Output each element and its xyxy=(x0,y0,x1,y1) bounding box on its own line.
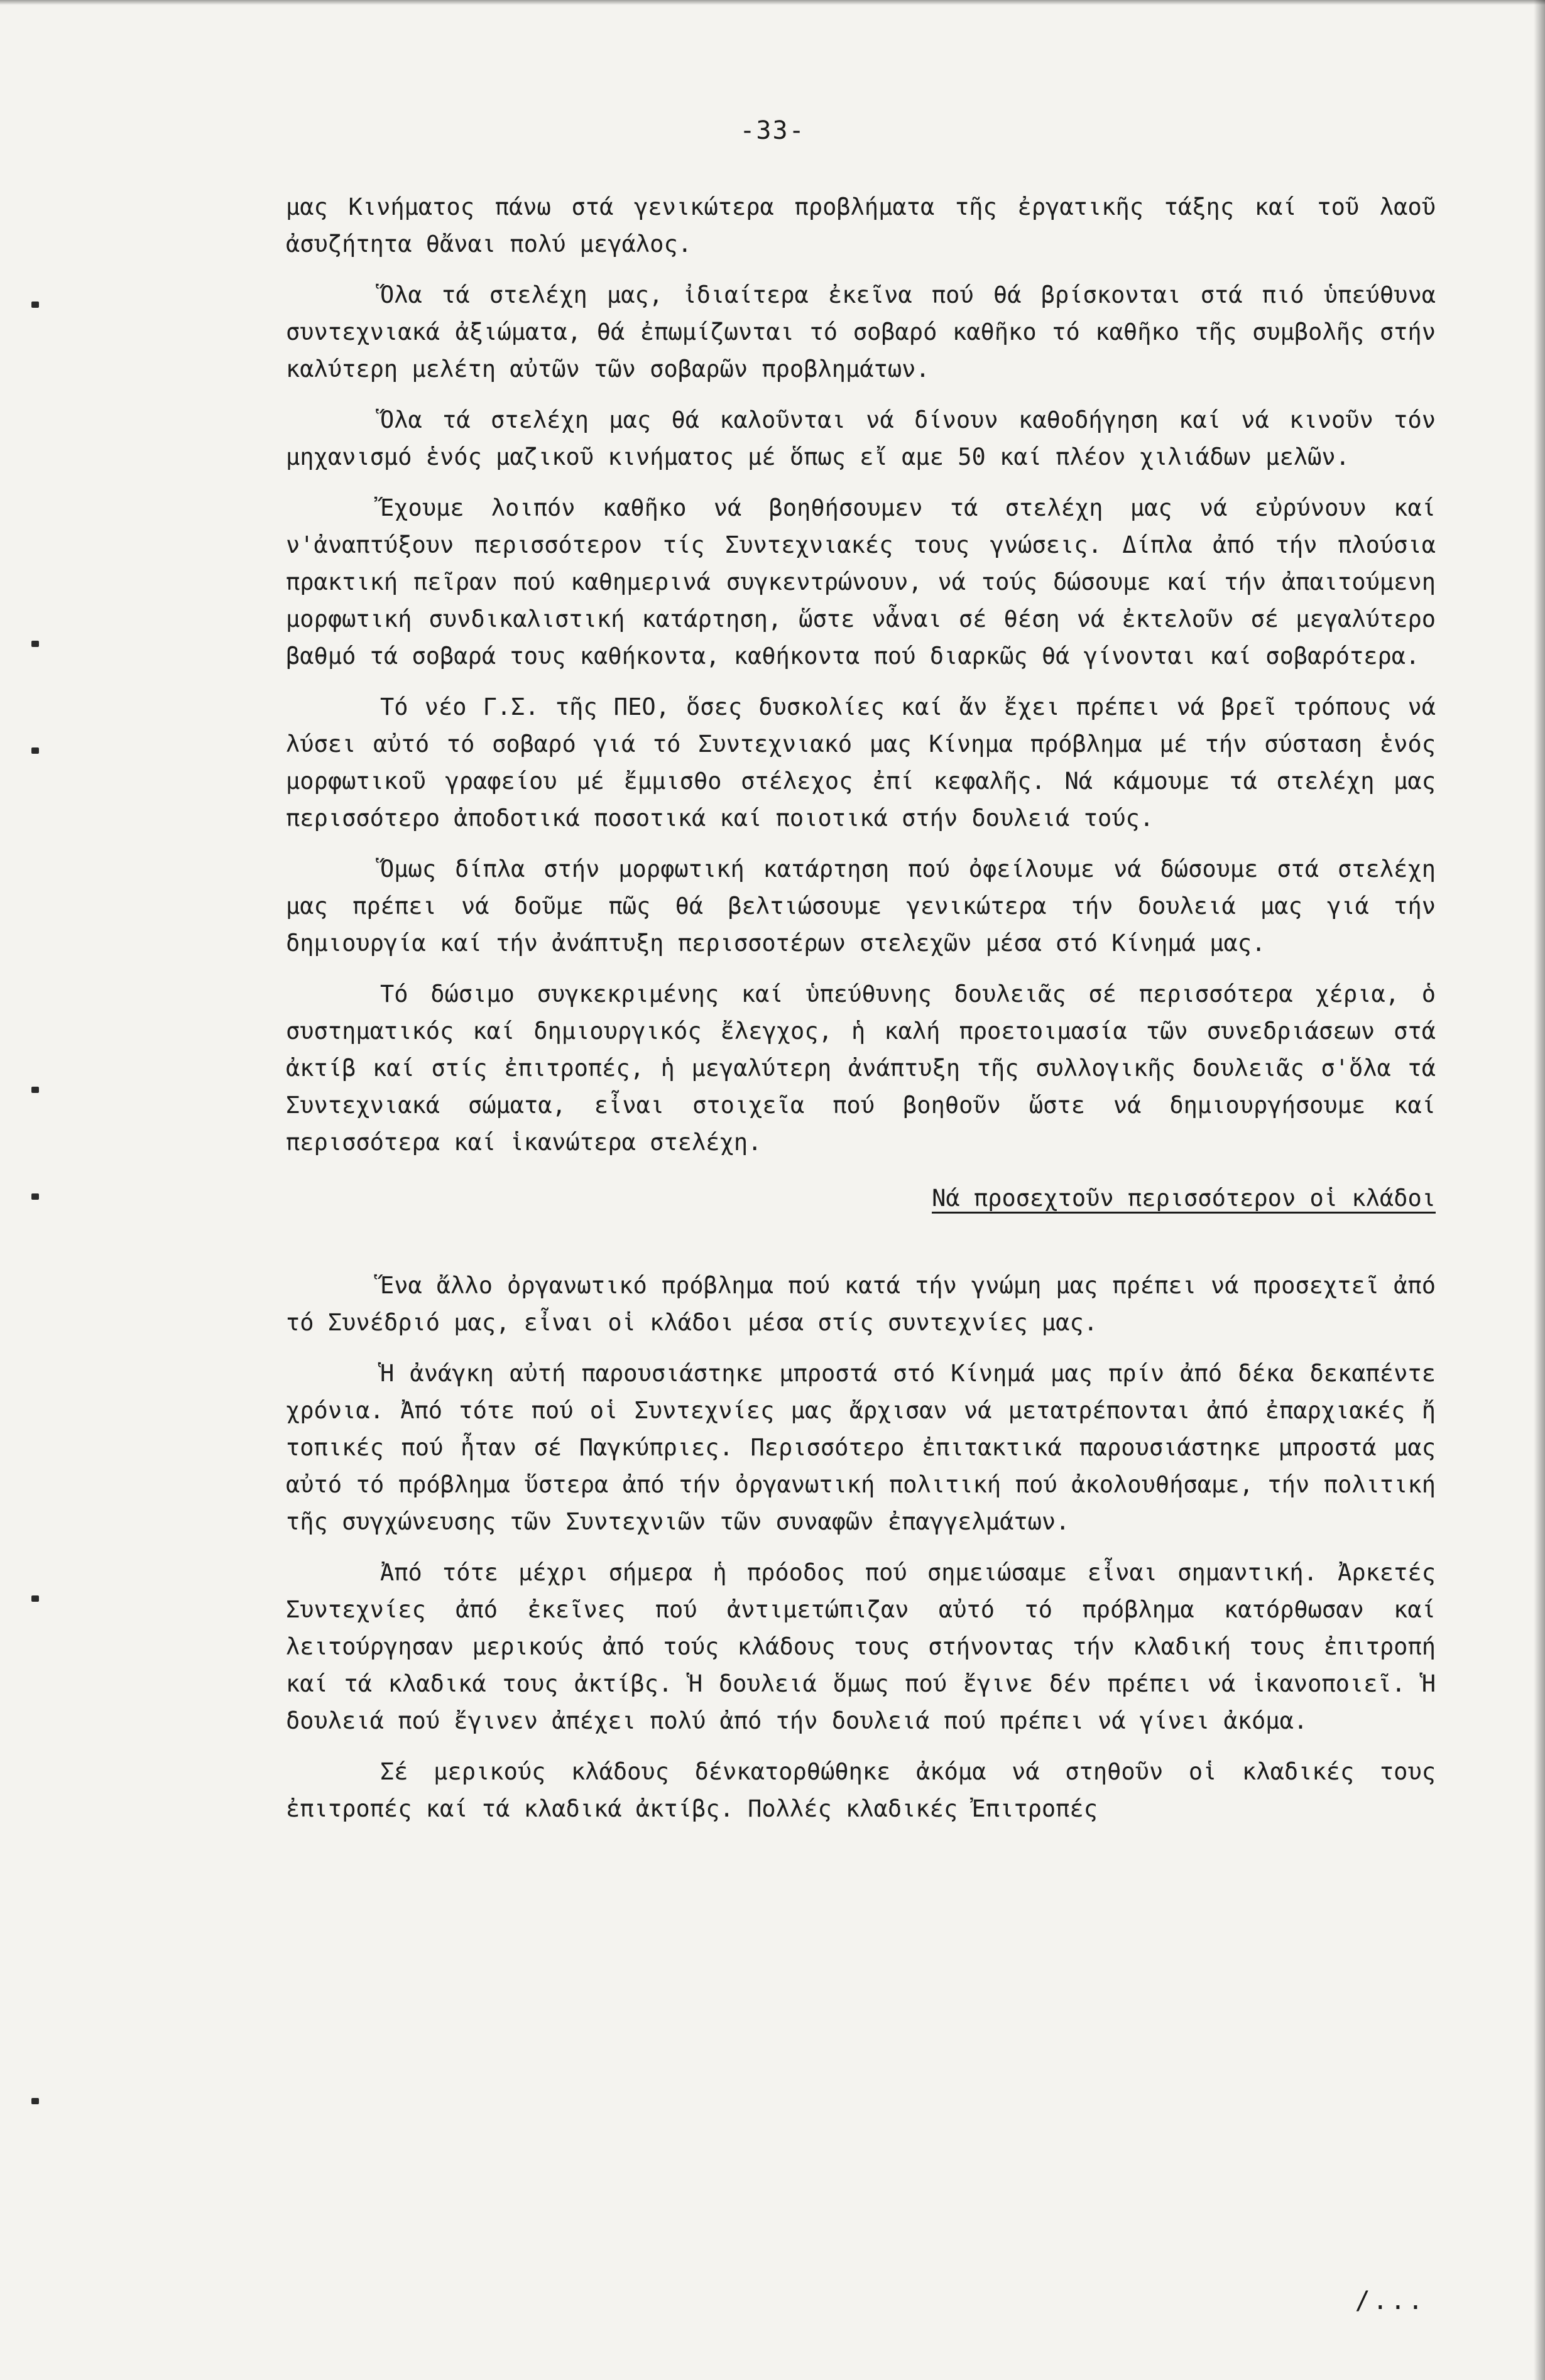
paragraph: Ὅλα τά στελέχη μας θά καλοῦνται νά δίνουν καθοδήγηση καί νά κινοῦν τόν μηχανισμό ἑνός μαζικοῦ κινήματος μέ ὅπως εἴ αμε 50 καί πλέον χιλιάδων μελῶν. xyxy=(286,406,1436,470)
page-number: -33- xyxy=(740,116,805,145)
binding-hole-mark xyxy=(31,302,39,308)
paragraph: Ἔχουμε λοιπόν καθῆκο νά βοηθήσουμεν τά στελέχη μας νά εὐρύνουν καί ν'ἀναπτύξουν περισσότερον τίς Συντεχνιακές τους γνώσεις. Δίπλα ἀπό τήν πλούσια πρακτική πεῖραν πού καθημερινά συγκεντρώνουν, νά τούς δώσουμε καί τήν ἀπαιτούμενη μορφωτική συνδικαλιστική κατάρτηση, ὥστε νἆναι σέ θέση νά ἐκτελοῦν σέ μεγαλύτερο βαθμό τά σοβαρά τους καθήκοντα, καθήκοντα πού διαρκῶς θά γίνονται καί σοβαρότερα. xyxy=(286,494,1436,670)
binding-hole-mark xyxy=(31,2098,39,2104)
binding-hole-mark xyxy=(31,1595,39,1602)
paragraph: Τό δώσιμο συγκεκριμένης καί ὑπεύθυνης δουλειᾶς σέ περισσότερα χέρια, ὁ συστηματικός καί δημιουργικός ἔλεγχος, ἡ καλή προετοιμασία τῶν συνεδριάσεων στά ἀκτίβ καί στίς ἐπιτροπές, ἡ μεγαλύτερη ἀνάπτυξη τῆς συλλογικῆς δουλειᾶς σ'ὅλα τά Συντεχνιακά σώματα, εἶναι στοιχεῖα πού βοηθοῦν ὥστε νά δημιουργήσουμε καί περισσότερα καί ἱκανώτερα στελέχη. xyxy=(286,981,1436,1156)
continuation-mark: /... xyxy=(1355,2286,1426,2315)
paragraph: μας Κινήματος πάνω στά γενικώτερα προβλήματα τῆς ἐργατικῆς τάξης καί τοῦ λαοῦ ἀσυζήτητα θἄναι πολύ μεγάλος. xyxy=(286,193,1436,258)
paragraph: Ὅμως δίπλα στήν μορφωτική κατάρτηση πού ὀφείλουμε νά δώσουμε στά στελέχη μας πρέπει νά δοῦμε πῶς θά βελτιώσουμε γενικώτερα τήν δουλειά μας γιά τήν δημιουργία καί τήν ἀνάπτυξη περισσοτέρων στελεχῶν μέσα στό Κίνημά μας. xyxy=(286,856,1436,957)
binding-hole-mark xyxy=(31,1193,39,1200)
body-text xyxy=(286,188,1436,1841)
paragraph: Ἡ ἀνάγκη αὐτή παρουσιάστηκε μπροστά στό Κίνημά μας πρίν ἀπό δέκα δεκαπέντε χρόνια. Ἀπό τότε πού οἱ Συντεχνίες μας ἄρχισαν νά μετατρέπονται ἀπό ἐπαρχιακές ἤ τοπικές πού ἦταν σέ Παγκύπριες. Περισσότερο ἐπιτακτικά παρουσιάστηκε μπροστά μας αὐτό τό πρόβλημα ὕστερα ἀπό τήν ὀργανωτική πολιτική πού ἀκολουθήσαμε, τήν πολιτική τῆς συγχώνευσης τῶν Συντεχνιῶν τῶν συναφῶν ἐπαγγελμάτων. xyxy=(286,1360,1436,1535)
binding-hole-mark xyxy=(31,747,39,754)
scan-top-edge xyxy=(0,0,1545,5)
binding-hole-mark xyxy=(31,641,39,647)
paragraph: Ἕνα ἄλλο ὀργανωτικό πρόβλημα πού κατά τήν γνώμη μας πρέπει νά προσεχτεῖ ἀπό τό Συνέδριό μας, εἶναι οἱ κλάδοι μέσα στίς συντεχνίες μας. xyxy=(286,1272,1436,1336)
paragraph: Τό νέο Γ.Σ. τῆς ΠΕΟ, ὅσες δυσκολίες καί ἄν ἔχει πρέπει νά βρεῖ τρόπους νά λύσει αὐτό τό σοβαρό γιά τό Συντεχνιακό μας Κίνημα πρόβλημα μέ τήν σύσταση ἑνός μορφωτικοῦ γραφείου μέ ἔμμισθο στέλεχος ἐπί κεφαλῆς. Νά κάμουμε τά στελέχη μας περισσότερο ἀποδοτικά ποσοτικά καί ποιοτικά στήν δουλειά τούς. xyxy=(286,693,1436,832)
paragraph: Ὅλα τά στελέχη μας, ἰδιαίτερα ἐκεῖνα πού θά βρίσκονται στά πιό ὑπεύθυνα συντεχνιακά ἀξιώματα, θά ἐπωμίζωνται τό σοβαρό καθῆκο τό καθῆκο τῆς συμβολῆς στήν καλύτερη μελέτη αὐτῶν τῶν σοβαρῶν προβλημάτων. xyxy=(286,281,1436,383)
section-heading: Νά προσεχτοῦν περισσότερον οἱ κλάδοι xyxy=(932,1185,1436,1212)
paragraph: Ἀπό τότε μέχρι σήμερα ἡ πρόοδος πού σημειώσαμε εἶναι σημαντική. Ἀρκετές Συντεχνίες ἀπό ἐκεῖνες πού ἀντιμετώπιζαν αὐτό τό πρόβλημα κατόρθωσαν καί λειτούργησαν μερικούς ἀπό τούς κλάδους τους στήνοντας τήν κλαδική τους ἐπιτροπή καί τά κλαδικά τους ἀκτίβς. Ἡ δουλειά ὅμως πού ἔγινε δέν πρέπει νά ἱκανοποιεῖ. Ἡ δουλειά πού ἔγινεν ἀπέχει πολύ ἀπό τήν δουλειά πού πρέπει νά γίνει ἀκόμα. xyxy=(286,1559,1436,1734)
paragraph: Σέ μερικούς κλάδους δένκατορθώθηκε ἀκόμα νά στηθοῦν οἱ κλαδικές τους ἐπιτροπές καί τά κλαδικά ἀκτίβς. Πολλές κλαδικές Ἐπιτροπές xyxy=(286,1758,1436,1822)
scan-right-edge xyxy=(1534,0,1545,2380)
binding-hole-mark xyxy=(31,1087,39,1093)
